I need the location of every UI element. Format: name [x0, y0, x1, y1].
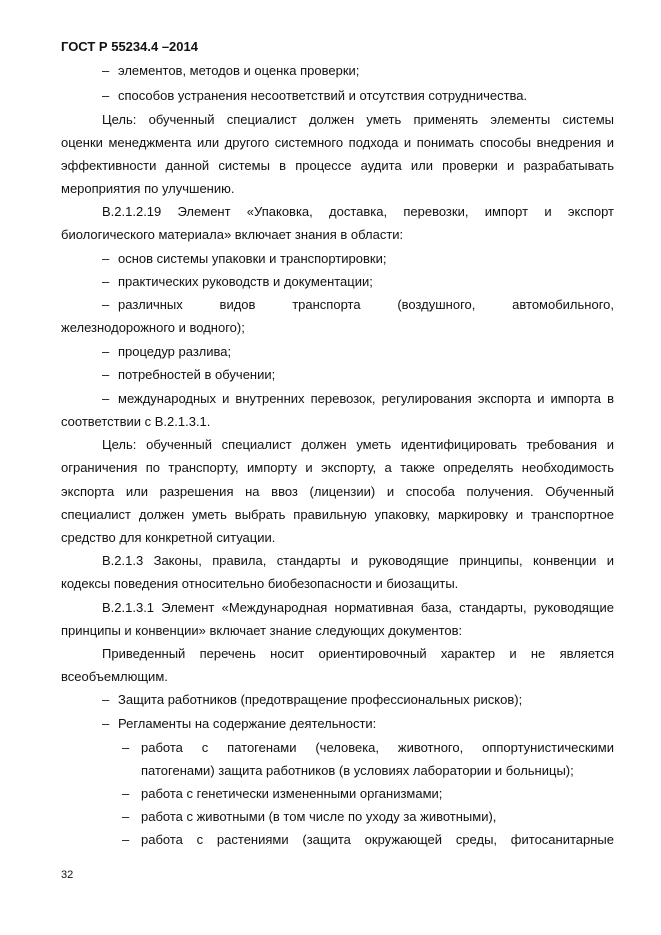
text-line: соответствии с В.2.1.3.1.	[61, 414, 211, 429]
text-line: работа с растениями (защита окружающей среды, фитосанитарные	[141, 832, 614, 847]
text-line: ограничения по транспорту, импорту и экспорту, а также определять необходимость	[61, 460, 614, 475]
list-dash: –	[102, 692, 110, 707]
list-dash: –	[122, 832, 130, 847]
text-line: Цель: обученный специалист должен уметь применять элементы системы	[102, 112, 614, 127]
text-line: основ системы упаковки и транспортировки;	[118, 251, 387, 266]
list-dash: –	[102, 367, 110, 382]
text-line: В.2.1.3.1 Элемент «Международная нормативная база, стандарты, руководящие	[102, 600, 614, 615]
list-dash: –	[102, 88, 110, 103]
text-line: Цель: обученный специалист должен уметь идентифицировать требования и	[102, 437, 614, 452]
list-dash: –	[122, 786, 130, 801]
list-dash: –	[102, 251, 110, 266]
text-line: различных видов транспорта (воздушного, автомобильного,	[118, 297, 614, 312]
list-dash: –	[122, 809, 130, 824]
text-line: Защита работников (предотвращение профессиональных рисков);	[118, 692, 523, 707]
text-line: специалист должен уметь выбрать правильную упаковку, маркировку и транспортное	[61, 507, 614, 522]
text-line: работа с животными (в том числе по уходу за животными),	[141, 809, 497, 824]
text-line: способов устранения несоответствий и отсутствия сотрудничества.	[118, 88, 528, 103]
text-line: международных и внутренних перевозок, регулирования экспорта и импорта в	[118, 391, 614, 406]
text-line: Регламенты на содержание деятельности:	[118, 716, 377, 731]
text-line: процедур разлива;	[118, 344, 232, 359]
text-line: средство для конкретной ситуации.	[61, 530, 276, 545]
list-dash: –	[102, 297, 110, 312]
list-dash: –	[102, 391, 110, 406]
list-dash: –	[102, 716, 110, 731]
text-line: мероприятия по улучшению.	[61, 181, 235, 196]
text-line: В.2.1.2.19 Элемент «Упаковка, доставка, перевозки, импорт и экспорт	[102, 204, 614, 219]
text-line: Приведенный перечень носит ориентировочный характер и не является	[102, 646, 614, 661]
list-dash: –	[122, 740, 130, 755]
text-line: В.2.1.3 Законы, правила, стандарты и руководящие принципы, конвенции и	[102, 553, 614, 568]
text-line: всеобъемлющим.	[61, 669, 168, 684]
text-line: работа с генетически измененными организмами;	[141, 786, 443, 801]
list-dash: –	[102, 63, 110, 78]
text-line: работа с патогенами (человека, животного, оппортунистическими	[141, 740, 614, 755]
text-line: элементов, методов и оценка проверки;	[118, 63, 360, 78]
text-line: экспорта или разрешения на ввоз (лицензии) и способа получения. Обученный	[61, 484, 614, 499]
text-line: эффективности данной системы в процессе аудита или проверки и разрабатывать	[61, 158, 614, 173]
text-line: патогенами) защита работников (в условиях лаборатории и больницы);	[141, 763, 574, 778]
page-number: 32	[61, 869, 74, 881]
document-header: ГОСТ Р 55234.4 –2014	[61, 39, 198, 54]
text-line: принципы и конвенции» включает знание следующих документов:	[61, 623, 463, 638]
text-line: кодексы поведения относительно биобезопасности и биозащиты.	[61, 576, 459, 591]
text-line: потребностей в обучении;	[118, 367, 276, 382]
text-line: биологического материала» включает знания в области:	[61, 227, 404, 242]
list-dash: –	[102, 274, 110, 289]
list-dash: –	[102, 344, 110, 359]
text-line: оценки менеджмента или другого системного подхода и понимать способы внедрения и	[61, 135, 614, 150]
text-line: практических руководств и документации;	[118, 274, 373, 289]
text-line: железнодорожного и водного);	[61, 320, 245, 335]
